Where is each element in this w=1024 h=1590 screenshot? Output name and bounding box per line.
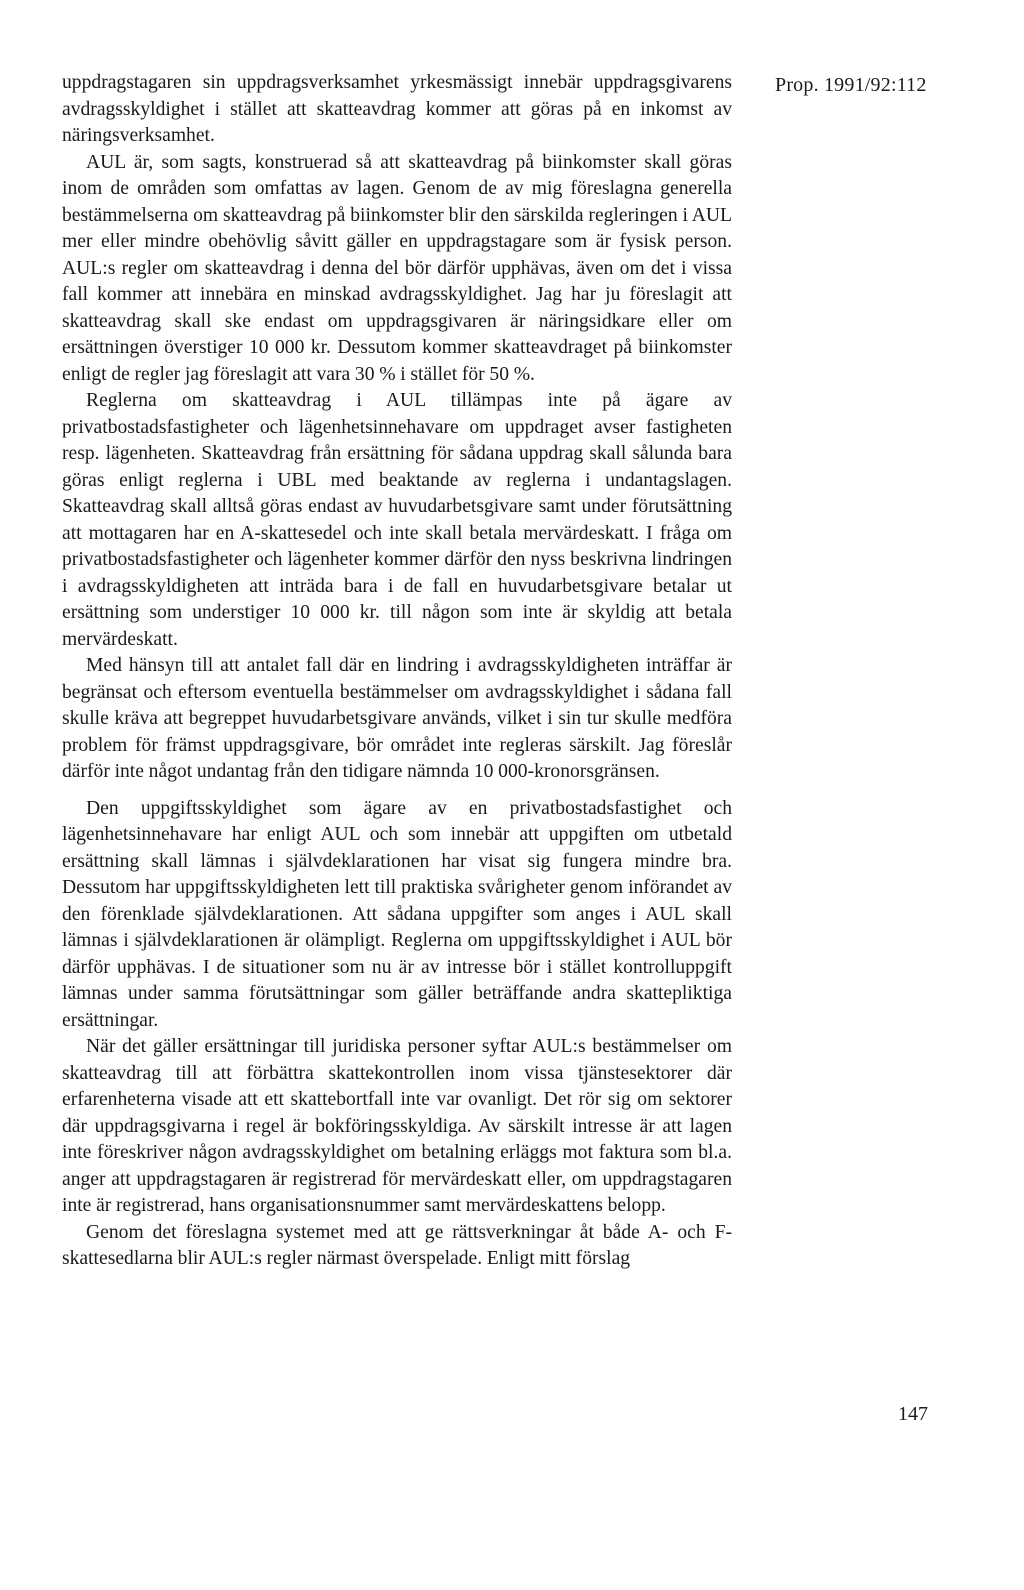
body-text — [62, 70, 732, 1273]
paragraph: Med hänsyn till att antalet fall där en lindring i avdragsskyldigheten inträffar är begränsat och eftersom eventuella bestämmelser om avdragsskyldighet i sådana fall skulle kräva att begreppet huvudarbetsgivare används, vilket i sin tur skulle medföra problem för främst uppdragsgivare, bör området inte regleras särskilt. Jag föreslår därför inte något undantag från den tidigare nämnda 10 000-kronorsgränsen. — [62, 655, 732, 782]
paragraph-continuation: uppdragstagaren sin uppdragsverksamhet yrkesmässigt innebär uppdragsgivarens avdragsskyldighet i stället att skatteavdrag kommer att göras på en inkomst av näringsverksamhet. — [62, 72, 732, 146]
paragraph: När det gäller ersättningar till juridiska personer syftar AUL:s bestämmelser om skatteavdrag till att förbättra skattekontrollen inom vissa tjänstesektorer där erfarenheterna visade att ett skattebortfall inte var ovanligt. Det rör sig om sektorer där uppdragsgivarna i regel är bokföringsskyldiga. Av särskilt intresse är att lagen inte föreskriver någon avdragsskyldighet om betalning erläggs mot faktura som bl.a. anger att uppdragstagaren är registrerad för mervärdeskatt eller, om uppdragstagaren inte är registrerad, hans organisationsnummer samt mervärdeskattens belopp. — [62, 1036, 732, 1216]
page-number: 147 — [898, 1403, 928, 1425]
paragraph: Genom det föreslagna systemet med att ge rättsverkningar åt både A- och F-skattesedlarna blir AUL:s regler närmast överspelade. Enligt mitt förslag — [62, 1221, 732, 1269]
paragraph: Den uppgiftsskyldighet som ägare av en privatbostadsfastighet och lägenhetsinnehavare har enligt AUL och som innebär att uppgiften om utbetald ersättning skall lämnas i självdeklarationen har visat sig fungera mindre bra. Dessutom har uppgiftsskyldigheten lett till praktiska svårigheter genom införandet av den förenklade självdeklarationen. Att sådana uppgifter som anges i AUL skall lämnas i självdeklarationen är olämpligt. Reglerna om uppgiftsskyldighet i AUL bör därför upphävas. I de situationer som nu är av intresse bör i stället kontrolluppgift lämnas under samma förutsättningar som gäller beträffande andra skattepliktiga ersättningar. — [62, 797, 732, 1031]
paragraph: Reglerna om skatteavdrag i AUL tillämpas inte på ägare av privatbostadsfastigheter och lägenhetsinnehavare om uppdraget avser fastigheten resp. lägenheten. Skatteavdrag från ersättning för sådana uppdrag skall sålunda bara göras enligt reglerna i UBL med beaktande av reglerna i undantagslagen. Skatteavdrag skall alltså göras endast av huvudarbetsgivare samt under förutsättning att mottagaren har en A-skattesedel och inte skall betala mervärdeskatt. I fråga om privatbostadsfastigheter och lägenheter kommer därför den nyss beskrivna lindringen i avdragsskyldigheten att inträda bara i de fall en huvudarbetsgivare betalar ut ersättning som understiger 10 000 kr. till någon som inte är skyldig att betala mervärdeskatt. — [62, 390, 732, 650]
paragraph: AUL är, som sagts, konstruerad så att skatteavdrag på biinkomster skall göras inom de områden som omfattas av lagen. Genom de av mig föreslagna generella bestämmelserna om skatteavdrag på biinkomster blir den särskilda regleringen i AUL mer eller mindre obehövlig såvitt gäller en uppdragstagare som är fysisk person. AUL:s regler om skatteavdrag i denna del bör därför upphävas, även om det i vissa fall kommer att innebära en minskad avdragsskyldighet. Jag har ju föreslagit att skatteavdrag skall ske endast om uppdragsgivaren är näringsidkare eller om ersättningen överstiger 10 000 kr. Dessutom kommer skatteavdraget på biinkomster enligt de regler jag föreslagit att vara 30 % i stället för 50 %. — [62, 151, 732, 385]
running-head: Prop. 1991/92:112 — [775, 74, 927, 96]
